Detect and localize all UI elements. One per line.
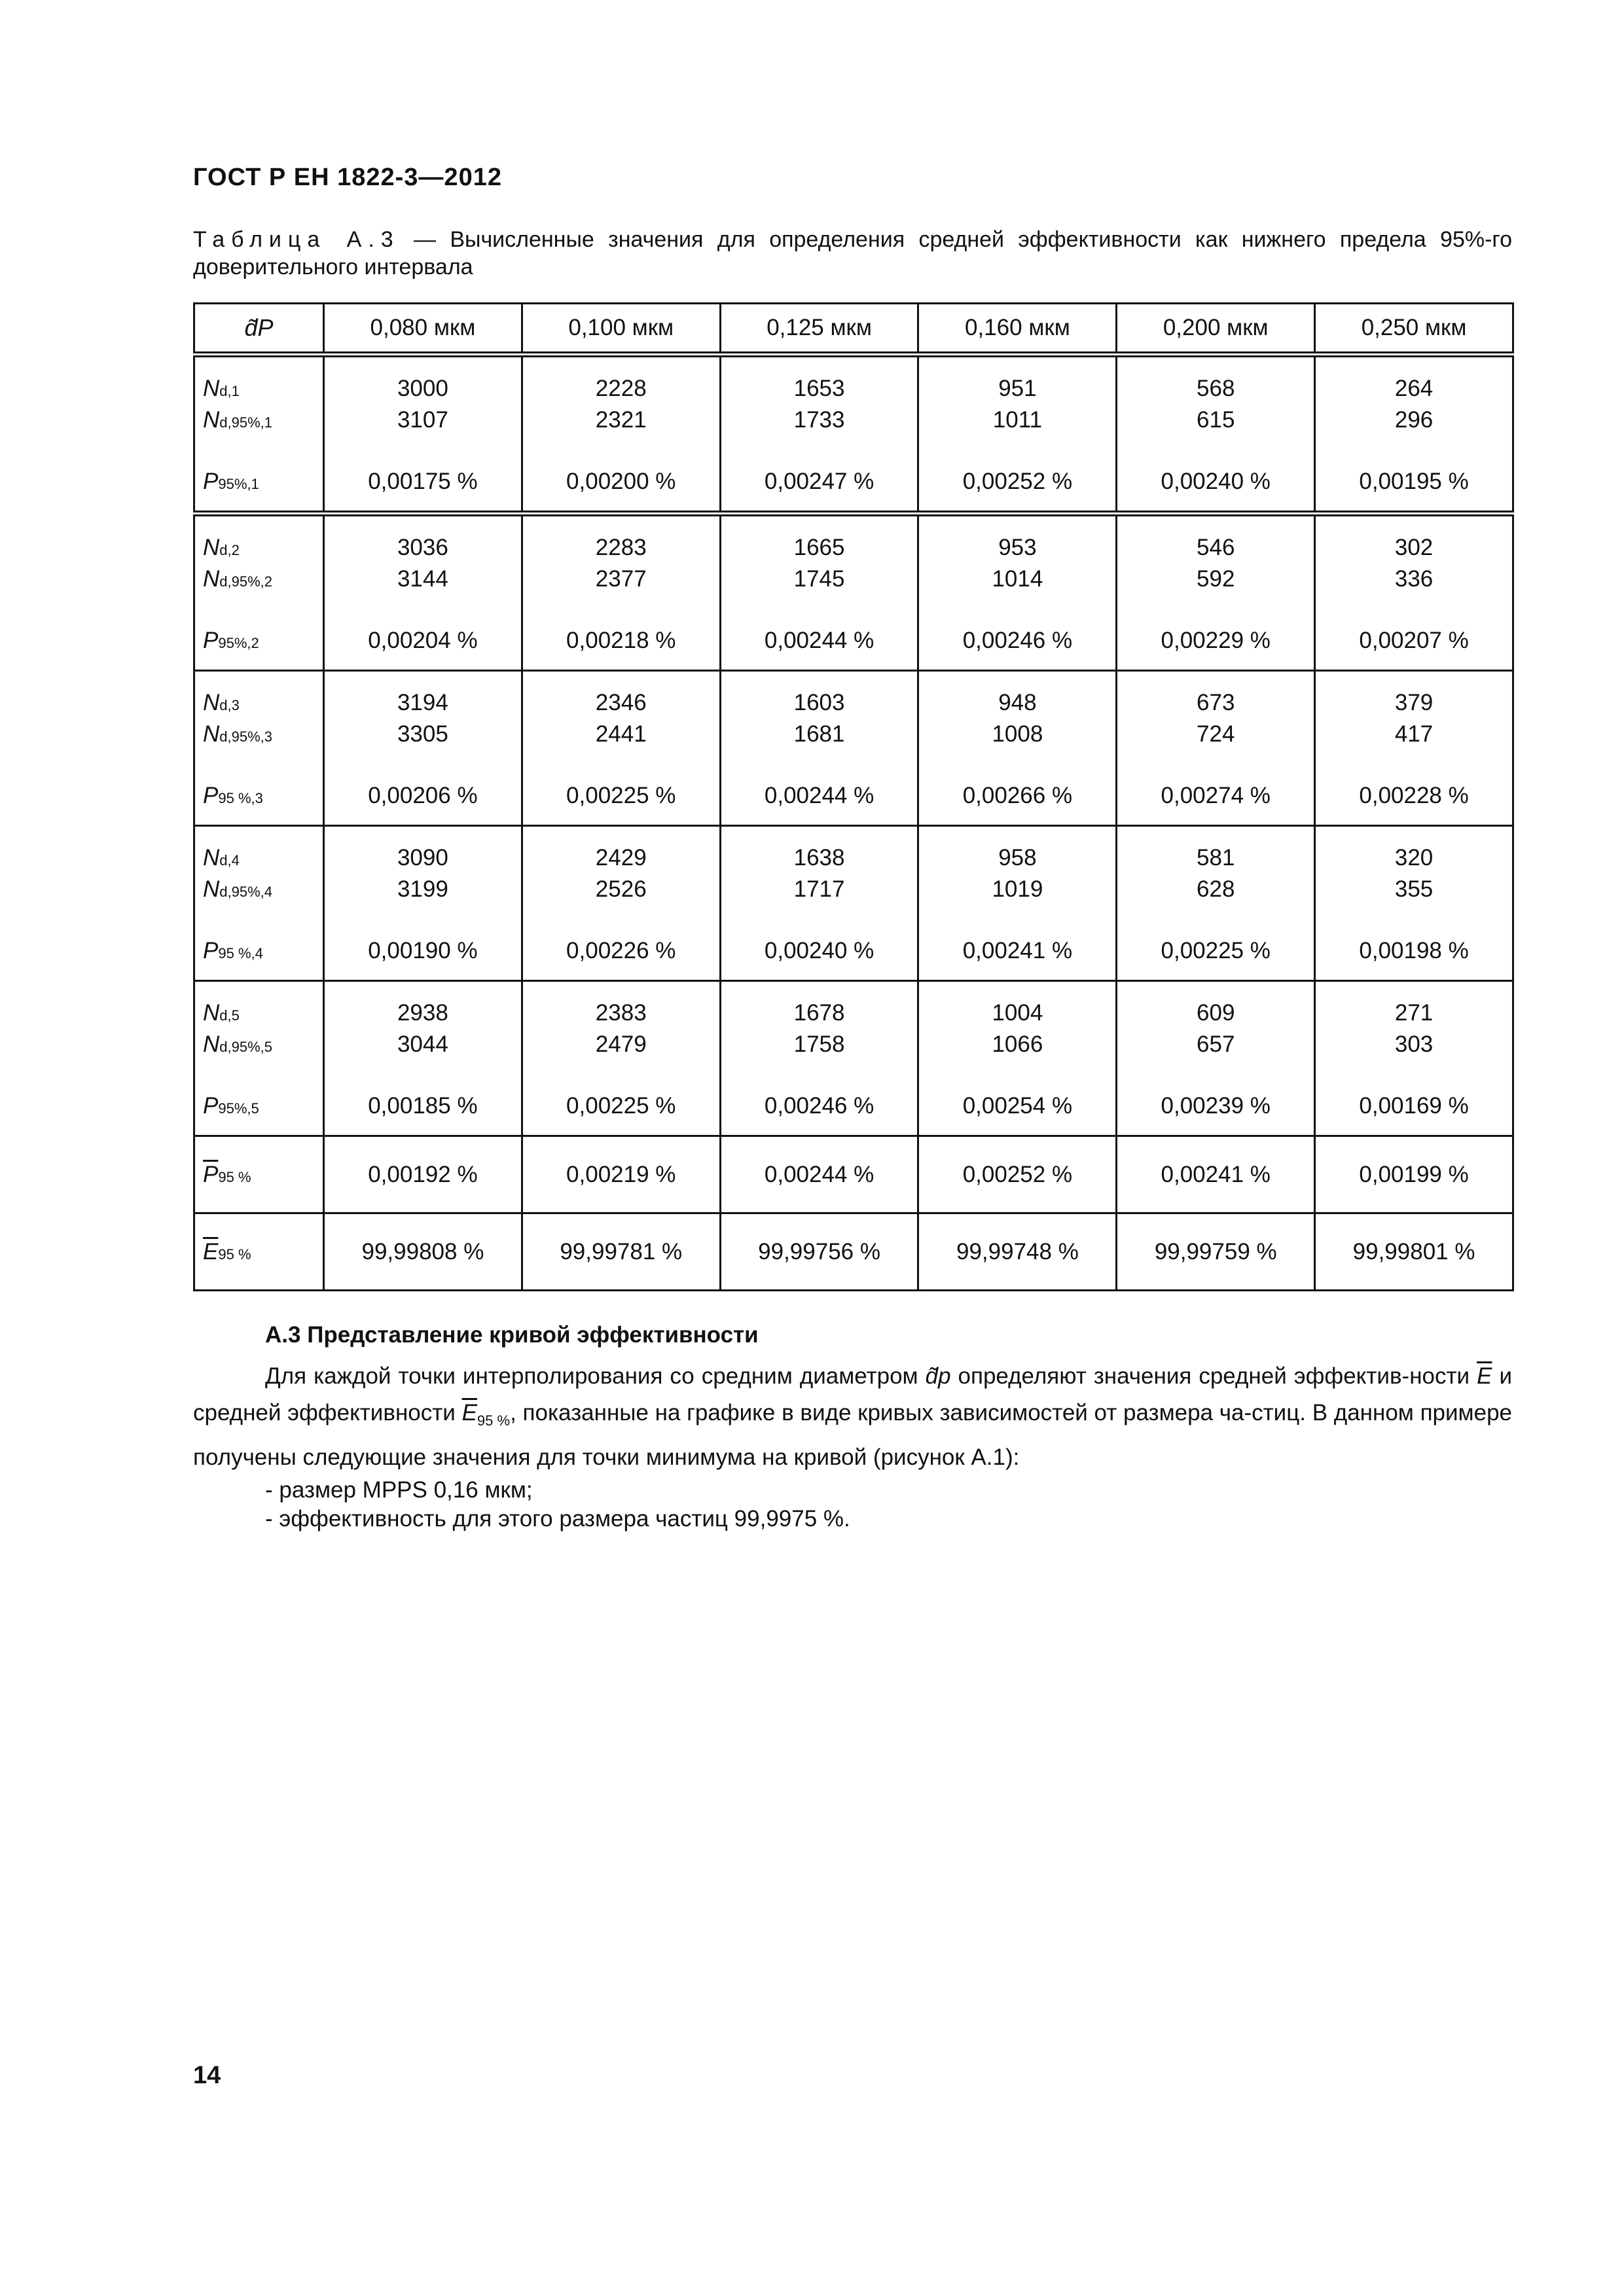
column-header: 0,250 мкм [1315, 304, 1513, 355]
row-label-subscript: d,4 [219, 852, 240, 869]
cell-value-p95: 0,00246 % [962, 628, 1073, 653]
table-row [194, 826, 1513, 981]
row-label [203, 938, 323, 964]
cell-value-n: 546 [1197, 535, 1235, 560]
cell-value-p95: 0,00198 % [1359, 938, 1469, 963]
cell-value-n: 302 [1394, 535, 1434, 560]
row-label-symbol: P [203, 938, 219, 963]
cell-value-n95: 3044 [397, 1031, 448, 1057]
cell-value-p95: 0,00226 % [566, 938, 676, 963]
cell-value-n: 3194 [397, 690, 448, 715]
efficiency-symbol: $\overline{E}$ [1477, 1363, 1492, 1389]
cell-value-n95: 628 [1197, 876, 1235, 902]
cell-value-n: 951 [998, 376, 1037, 401]
cell-value-n95: 2479 [595, 1031, 647, 1057]
cell-value-n: 948 [998, 690, 1037, 715]
table-caption [193, 226, 1512, 281]
cell-value-p95: 0,00195 % [1359, 469, 1469, 494]
row-label-symbol: $\overline{E}$ [203, 1238, 219, 1265]
cell-value-n95: 355 [1394, 876, 1434, 902]
data-cell [1117, 514, 1315, 671]
data-cell: 99,99808 % [324, 1213, 522, 1291]
row-label-cell [194, 355, 324, 514]
paragraph-text: Для каждой точки интерполирования со средним диаметром [265, 1363, 926, 1389]
paragraph-text: и средней эффективности [193, 1363, 1513, 1426]
column-header: 0,125 мкм [720, 304, 918, 355]
cell-value-n95: 336 [1394, 566, 1434, 592]
row-label-subscript: d,1 [219, 383, 240, 399]
cell-value-n95: 592 [1197, 566, 1235, 592]
data-cell [1315, 981, 1513, 1136]
data-cell [1315, 826, 1513, 981]
cell-value-p95: 0,00185 % [368, 1093, 478, 1119]
row-label [194, 1213, 324, 1291]
row-label-subscript: 95%,5 [218, 1100, 259, 1117]
cell-value-n95: 1014 [992, 566, 1043, 592]
cell-value-n: 1653 [793, 376, 845, 401]
cell-value-p95: 0,00246 % [764, 1093, 875, 1119]
row-label-subscript: d,95%,4 [219, 884, 273, 900]
cell-value-n: 2346 [595, 690, 647, 715]
data-cell [1117, 671, 1315, 826]
cell-value-n: 1603 [793, 690, 845, 715]
cell-value-n95: 724 [1197, 721, 1235, 747]
cell-value-n: 673 [1197, 690, 1235, 715]
row-label-subscript: 95%,1 [218, 476, 259, 492]
cell-value-n: 3036 [397, 535, 448, 560]
row-label-symbol: P [203, 469, 219, 494]
cell-value-n95: 1681 [793, 721, 845, 747]
data-cell: 0,00244 % [720, 1136, 918, 1213]
data-cell [1117, 826, 1315, 981]
row-label-symbol: N [203, 407, 220, 433]
table-caption-label: Таблица А.3 [193, 227, 400, 252]
cell-value-n95: 1011 [992, 407, 1043, 433]
row-label-subscript: 95 %,3 [218, 790, 263, 806]
cell-value-n95: 2377 [595, 566, 647, 592]
cell-value-p95: 0,00206 % [368, 783, 478, 808]
row-label [203, 845, 323, 871]
page-number: 14 [193, 2062, 221, 2089]
row-label-symbol: P [203, 1093, 219, 1119]
cell-value-p95: 0,00207 % [1359, 628, 1469, 653]
row-label [203, 1031, 323, 1058]
cell-value-n: 1665 [793, 535, 845, 560]
cell-value-p95: 0,00169 % [1359, 1093, 1469, 1119]
cell-value-p95: 0,00274 % [1161, 783, 1271, 808]
cell-value-n95: 2441 [595, 721, 647, 747]
list-item: - размер MPPS 0,16 мкм; [265, 1477, 533, 1503]
cell-value-p95: 0,00218 % [566, 628, 676, 653]
table-row [194, 671, 1513, 826]
cell-value-p95: 0,00244 % [764, 628, 875, 653]
data-cell: 99,99756 % [720, 1213, 918, 1291]
data-cell [720, 355, 918, 514]
cell-value-n: 2383 [595, 1000, 647, 1026]
column-header: 0,200 мкм [1117, 304, 1315, 355]
row-label [203, 1000, 323, 1026]
table-caption-text: — Вычисленные значения для определения средней эффективности как нижнего предела 95%-го доверительного интервала [193, 227, 1512, 279]
cell-value-p95: 0,00200 % [566, 469, 676, 494]
data-cell [918, 514, 1117, 671]
data-cell [522, 981, 720, 1136]
cell-value-n: 2938 [397, 1000, 448, 1026]
row-label-symbol: N [203, 1031, 220, 1057]
table-header-label: d̃P [194, 304, 324, 355]
row-label-cell [194, 514, 324, 671]
column-header: 0,100 мкм [522, 304, 720, 355]
cell-value-p95: 0,00175 % [368, 469, 478, 494]
cell-value-p95: 0,00204 % [368, 628, 478, 653]
cell-value-p95: 0,00252 % [962, 469, 1073, 494]
cell-value-n95: 296 [1394, 407, 1434, 433]
cell-value-p95: 0,00239 % [1161, 1093, 1271, 1119]
data-cell [720, 514, 918, 671]
cell-value-p95: 0,00190 % [368, 938, 478, 963]
data-cell: 99,99781 % [522, 1213, 720, 1291]
data-cell [522, 355, 720, 514]
efficiency-95-subscript: 95 % [477, 1412, 511, 1429]
cell-value-n: 1638 [793, 845, 845, 870]
row-label-subscript: d,95%,2 [219, 573, 273, 590]
section-title: А.3 Представление кривой эффективности [265, 1322, 759, 1348]
row-label-symbol: N [203, 535, 220, 560]
row-label-subscript: d,3 [219, 697, 240, 713]
row-label-cell [194, 671, 324, 826]
data-cell [522, 826, 720, 981]
data-cell [522, 671, 720, 826]
cell-value-p95: 0,00240 % [764, 938, 875, 963]
table-row [194, 514, 1513, 671]
data-cell: 99,99759 % [1117, 1213, 1315, 1291]
cell-value-p95: 0,00254 % [962, 1093, 1073, 1119]
cell-value-n95: 303 [1394, 1031, 1434, 1057]
row-label [203, 690, 323, 716]
cell-value-n95: 1008 [992, 721, 1043, 747]
row-label-subscript: 95 % [218, 1168, 251, 1185]
efficiency-95-symbol: $\overline{E}$ [461, 1400, 477, 1426]
cell-value-n: 264 [1394, 376, 1434, 401]
cell-value-n: 3090 [397, 845, 448, 870]
column-header: 0,160 мкм [918, 304, 1117, 355]
cell-value-n95: 417 [1394, 721, 1434, 747]
cell-value-n: 609 [1197, 1000, 1235, 1026]
data-cell [918, 981, 1117, 1136]
data-cell [324, 826, 522, 981]
row-label-symbol: N [203, 845, 220, 870]
data-cell [1315, 671, 1513, 826]
cell-value-n: 3000 [397, 376, 448, 401]
data-cell [918, 671, 1117, 826]
row-label-subscript: d,5 [219, 1007, 240, 1024]
table-row [194, 981, 1513, 1136]
cell-value-n: 320 [1394, 845, 1434, 870]
row-label [194, 1136, 324, 1213]
cell-value-p95: 0,00241 % [962, 938, 1073, 963]
data-cell [1117, 355, 1315, 514]
cell-value-n95: 3199 [397, 876, 448, 902]
table-header-row [194, 304, 1513, 355]
cell-value-p95: 0,00225 % [566, 1093, 676, 1119]
row-label-cell [194, 826, 324, 981]
paragraph-text: определяют значения средней эффектив-ности [950, 1363, 1477, 1389]
row-label-symbol: P [203, 783, 219, 808]
cell-value-p95: 0,00225 % [566, 783, 676, 808]
cell-value-n95: 1019 [992, 876, 1043, 902]
data-cell [720, 826, 918, 981]
cell-value-n: 379 [1394, 690, 1434, 715]
row-label [203, 376, 323, 402]
cell-value-n: 2429 [595, 845, 647, 870]
row-label-cell [194, 981, 324, 1136]
data-cell [720, 671, 918, 826]
row-label-symbol: $\overline{P}$ [203, 1161, 219, 1187]
data-cell [1117, 981, 1315, 1136]
row-label [203, 469, 323, 495]
cell-value-n: 568 [1197, 376, 1235, 401]
cell-value-n: 1678 [793, 1000, 845, 1026]
data-cell [1315, 514, 1513, 671]
row-label-symbol: N [203, 876, 220, 902]
section-body [193, 1358, 1512, 1534]
cell-value-n95: 657 [1197, 1031, 1235, 1057]
row-label [203, 407, 323, 433]
paragraph-text: , показанные на графике в виде кривых зависимостей от размера ча-стиц. В данном примере получены следующие значения для точки минимума на кривой (рисунок А.1): [193, 1400, 1513, 1470]
row-label-symbol: P [203, 628, 219, 653]
cell-value-n95: 615 [1197, 407, 1235, 433]
data-cell [918, 355, 1117, 514]
mean-penetration-row [194, 1136, 1513, 1213]
row-label-subscript: d,95%,5 [219, 1039, 273, 1055]
diameter-symbol: d̃p [925, 1363, 951, 1389]
data-cell [720, 981, 918, 1136]
cell-value-p95: 0,00240 % [1161, 469, 1271, 494]
list-item: - эффективность для этого размера частиц 99,9975 %. [265, 1506, 850, 1532]
row-label-symbol: N [203, 566, 220, 592]
data-cell [324, 514, 522, 671]
data-cell [522, 514, 720, 671]
row-label-symbol: N [203, 690, 220, 715]
data-cell: 0,00199 % [1315, 1136, 1513, 1213]
cell-value-n: 958 [998, 845, 1037, 870]
data-table [193, 302, 1514, 1291]
cell-value-p95: 0,00229 % [1161, 628, 1271, 653]
row-label-subscript: 95 %,4 [218, 945, 263, 961]
row-label-subscript: d,95%,3 [219, 728, 273, 745]
cell-value-n: 271 [1394, 1000, 1434, 1026]
cell-value-p95: 0,00247 % [764, 469, 875, 494]
row-label [203, 628, 323, 654]
data-cell: 99,99801 % [1315, 1213, 1513, 1291]
data-cell [324, 355, 522, 514]
cell-value-n: 953 [998, 535, 1037, 560]
cell-value-p95: 0,00228 % [1359, 783, 1469, 808]
cell-value-n95: 3107 [397, 407, 448, 433]
data-cell [324, 671, 522, 826]
data-cell [324, 981, 522, 1136]
cell-value-n95: 1717 [793, 876, 845, 902]
cell-value-n95: 1745 [793, 566, 845, 592]
cell-value-n95: 2321 [595, 407, 647, 433]
data-cell [918, 826, 1117, 981]
cell-value-n: 581 [1197, 845, 1235, 870]
data-cell: 0,00219 % [522, 1136, 720, 1213]
row-label-subscript: 95%,2 [218, 635, 259, 651]
row-label [203, 721, 323, 747]
data-cell: 0,00252 % [918, 1136, 1117, 1213]
cell-value-p95: 0,00244 % [764, 783, 875, 808]
cell-value-n: 2228 [595, 376, 647, 401]
section-paragraph [193, 1358, 1512, 1476]
data-cell: 99,99748 % [918, 1213, 1117, 1291]
cell-value-n95: 3305 [397, 721, 448, 747]
cell-value-n95: 1733 [793, 407, 845, 433]
row-label-subscript: d,95%,1 [219, 414, 273, 431]
mean-efficiency-row [194, 1213, 1513, 1291]
cell-value-n95: 2526 [595, 876, 647, 902]
row-label-symbol: N [203, 721, 220, 747]
cell-value-n95: 1066 [992, 1031, 1043, 1057]
table-row [194, 355, 1513, 514]
cell-value-n: 2283 [595, 535, 647, 560]
cell-value-n: 1004 [992, 1000, 1043, 1026]
row-label [203, 1093, 323, 1119]
row-label [203, 566, 323, 592]
cell-value-n95: 3144 [397, 566, 448, 592]
cell-value-p95: 0,00266 % [962, 783, 1073, 808]
row-label-subscript: d,2 [219, 542, 240, 558]
row-label [203, 783, 323, 809]
document-header: ГОСТ Р ЕН 1822-3—2012 [193, 164, 502, 191]
row-label-symbol: N [203, 376, 220, 401]
cell-value-p95: 0,00225 % [1161, 938, 1271, 963]
data-cell [1315, 355, 1513, 514]
row-label [203, 876, 323, 903]
data-cell: 0,00192 % [324, 1136, 522, 1213]
row-label-subscript: 95 % [218, 1246, 251, 1263]
column-header: 0,080 мкм [324, 304, 522, 355]
row-label [203, 535, 323, 561]
row-label-symbol: N [203, 1000, 220, 1026]
data-cell: 0,00241 % [1117, 1136, 1315, 1213]
cell-value-n95: 1758 [793, 1031, 845, 1057]
